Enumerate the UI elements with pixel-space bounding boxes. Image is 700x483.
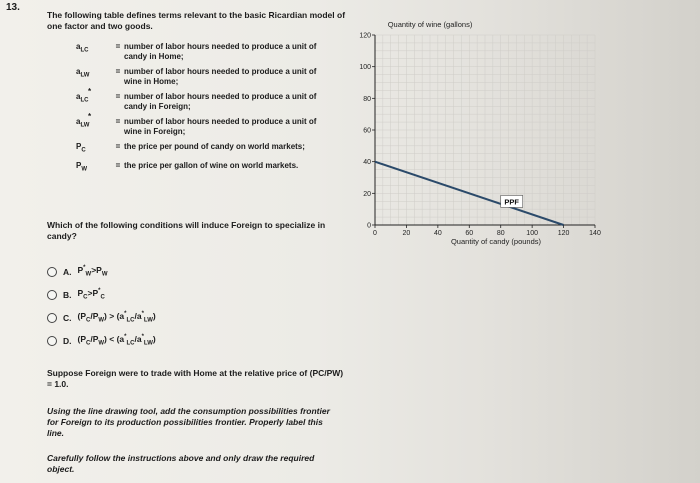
definition-text: number of labor hours needed to produce a unit of candy in Foreign; [124, 92, 317, 111]
definition-symbol: $a_{LW}$ [76, 67, 90, 79]
option-b[interactable] [47, 283, 327, 306]
y-axis-label: Quantity of wine (gallons) [387, 20, 473, 29]
option-a-letter: A. [63, 266, 72, 277]
definition-equals: = [115, 160, 121, 170]
option-d-text: $(P_C/P_W) < (a^*_{LC}/a^*_{LW})$ [77, 334, 156, 347]
x-tick-label: 40 [433, 230, 442, 237]
definition-row [70, 112, 345, 137]
radio-b[interactable] [47, 290, 57, 300]
instruction-text: Using the line drawing tool, add the consumption possibilities frontier for Foreign to its production possibilities frontier. Properly label this line. [47, 406, 330, 438]
x-tick-label: 120 [557, 230, 570, 237]
y-tick-label: 80 [363, 95, 371, 103]
definition-equals: = [115, 92, 121, 101]
y-tick-label: 40 [363, 159, 371, 167]
y-tick-label: 120 [359, 32, 371, 40]
definition-text: number of labor hours needed to produce a unit of wine in Home; [124, 67, 317, 86]
x-tick-label: 0 [373, 230, 377, 237]
option-c-letter: C. [63, 312, 72, 323]
definition-equals: = [115, 142, 121, 151]
x-tick-label: 20 [402, 230, 411, 237]
answer-options [47, 260, 327, 352]
option-d-letter: D. [63, 335, 72, 346]
definition-text: number of labor hours needed to produce a unit of wine in Foreign; [124, 117, 317, 136]
ppf-chart-svg[interactable] [350, 10, 670, 250]
definition-symbol: $a_{LC}$ [76, 42, 89, 54]
option-a-text: $P^*_W>P_W$ [77, 265, 108, 278]
definitions-table [70, 42, 345, 179]
definition-symbol: $a_{LW}$ * [76, 112, 92, 129]
radio-a[interactable] [47, 267, 57, 277]
intro-text: The following table defines terms relevant to the basic Ricardian model of one factor and two goods. [47, 10, 346, 31]
definition-equals: = [115, 117, 121, 126]
definition-row [70, 87, 345, 112]
option-d[interactable] [47, 329, 327, 352]
x-tick-label: 140 [589, 230, 601, 237]
radio-d[interactable] [47, 336, 57, 346]
definition-symbol: $P_C$ [76, 142, 86, 154]
definition-text: the price per gallon of wine on world markets. [124, 160, 299, 170]
instruction-note: Carefully follow the instructions above and only draw the required object. [47, 453, 315, 474]
option-b-text: $P_C>P^*_C$ [77, 288, 105, 301]
question-number: 13. [6, 2, 20, 13]
definition-equals: = [115, 42, 121, 51]
definition-symbol: $P_W$ [76, 160, 88, 173]
ppf-chart[interactable] [350, 10, 670, 250]
definition-text: the price per pound of candy on world markets; [124, 142, 305, 151]
definition-row [70, 67, 345, 87]
definition-text: number of labor hours needed to produce a unit of candy in Home; [124, 42, 317, 61]
x-axis-label: Quantity of candy (pounds) [450, 237, 542, 246]
y-tick-label: 100 [359, 64, 371, 72]
definition-row [70, 161, 345, 175]
question-text: Which of the following conditions will induce Foreign to specialize in candy? [47, 220, 326, 241]
ppf-label: PPF [504, 197, 520, 207]
definition-symbol: $a_{LC}$ * [76, 87, 92, 104]
x-tick-label: 80 [496, 230, 505, 237]
x-tick-label: 60 [465, 230, 474, 237]
option-a[interactable] [47, 260, 327, 283]
x-tick-label: 100 [526, 230, 538, 237]
definition-equals: = [115, 67, 121, 76]
definition-row [70, 42, 345, 62]
y-tick-label: 20 [363, 190, 371, 198]
option-c[interactable] [47, 306, 327, 329]
y-tick-label: 0 [367, 222, 371, 230]
option-c-text: $(P_C/P_W) > (a^*_{LC}/a^*_{LW})$ [77, 311, 156, 324]
definition-row [70, 142, 345, 156]
trade-text: Suppose Foreign were to trade with Home at the relative price of (PC/PW) = 1.0. [47, 368, 344, 389]
y-tick-label: 60 [363, 127, 371, 135]
radio-c[interactable] [47, 313, 57, 323]
option-b-letter: B. [63, 289, 72, 300]
